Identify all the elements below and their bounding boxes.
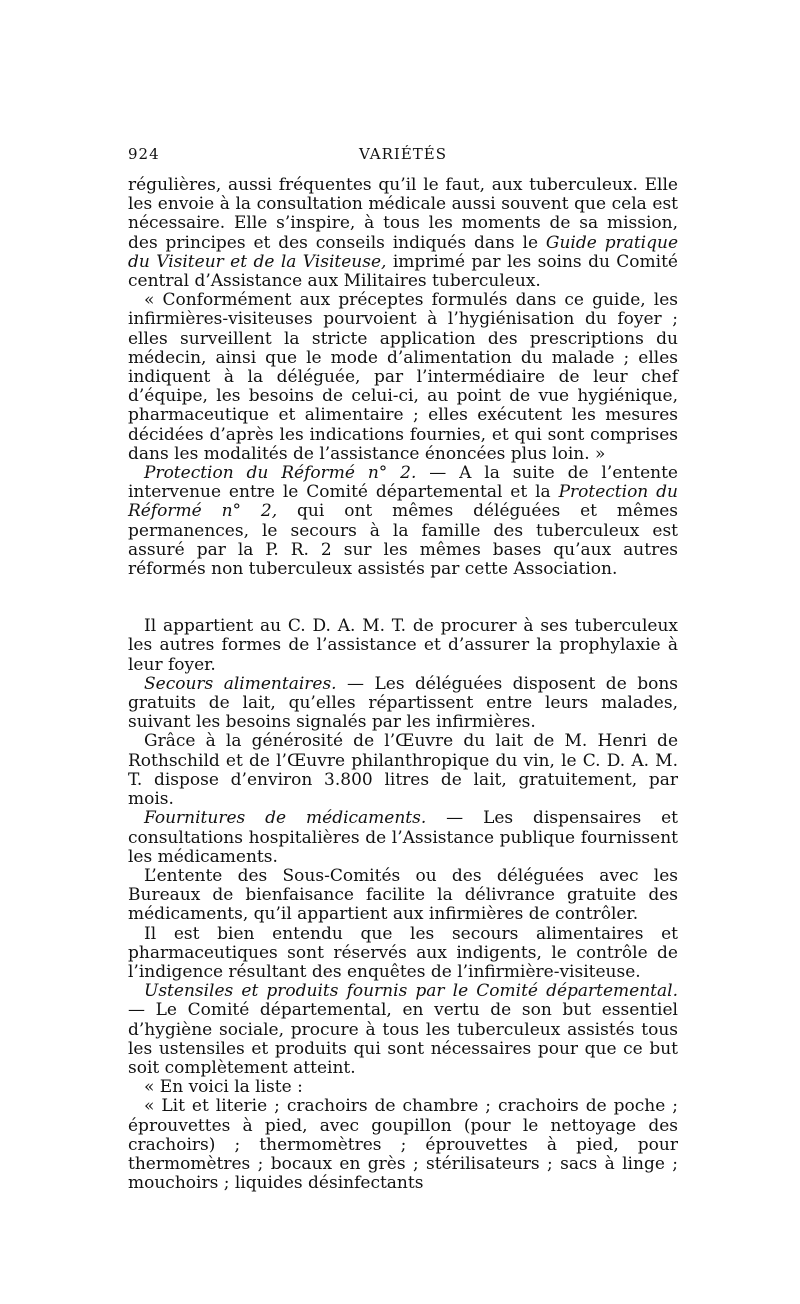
paragraph: Grâce à la générosité de l’Œuvre du lait de M. Henri de Rothschild et de l’Œuvre philanthropique du vin, le C. D. A. M. T. dispose d’environ 3.800 litres de lait, gratuitement, par mois. (128, 731, 678, 810)
section-heading: Ustensiles et produits fournis par le Comité départemental. (144, 981, 678, 1002)
paragraph-text: régulières, aussi fréquentes qu’il le faut, aux tuberculeux. Elle les envoie à la consultation médicale aussi souvent que cela est nécessaire. Elle s’inspire, à tous les moments de sa mission, des principes et des conseils indiqués dans le (128, 175, 678, 253)
section-heading: Protection du Réformé n° 2. (144, 463, 417, 484)
paragraph-text: — A la suite de l’entente intervenue entre le Comité départemental et la (128, 463, 678, 503)
paragraph: L’entente des Sous-Comités ou des déléguées avec les Bureaux de bienfaisance facilite la délivrance gratuite des médicaments, qu’il appartient aux infirmières de contrôler. (128, 865, 678, 925)
section-heading: Secours alimentaires. (144, 673, 337, 694)
paragraph-text: imprimé par les soins du Comité central d’Assistance aux Militaires tuberculeux. (128, 251, 678, 292)
paragraph (128, 809, 678, 867)
running-title: VARIÉTÉS (358, 145, 448, 163)
page-body (128, 176, 678, 1193)
paragraph: « En voici la liste : (144, 1077, 303, 1098)
paragraph (128, 675, 678, 733)
running-header (128, 145, 678, 167)
page-number: 924 (128, 145, 160, 163)
paragraph-text: — Les dispensaires et consultations hospitalières de l’Assistance publique fournissent les médicaments. (128, 808, 678, 867)
paragraph (128, 176, 678, 291)
paragraph (128, 464, 678, 579)
section-heading: Fournitures de médicaments. (144, 808, 427, 829)
paragraph-text: — Les déléguées disposent de bons gratuits de lait, qu’elles répartissent entre leurs malades, suivant les besoins signalés par les infirmières. (128, 673, 679, 733)
paragraph: « Conformément aux préceptes formulés dans ce guide, les infirmières-visiteuses pourvoient à l’hygiénisation du foyer ; elles surveillent la stricte application des prescriptions du médecin, ainsi que le mode d’alimentation du malade ; elles indiquent à la déléguée, par l’intermédiaire de leur chef d’équipe, les besoins de celui-ci, au point de vue hygiénique, pharmaceutique et alimentaire ; elles exécutent les mesures décidées d’après les indications fournies, et qui sont comprises dans les modalités de l’assistance énoncées plus loin. » (128, 290, 678, 464)
paragraph-text: — Le Comité départemental, en vertu de son but essentiel d’hygiène sociale, procure à tous les tuberculeux assistés tous les ustensiles et produits qui sont nécessaires pour que ce but soit complètement atteint. (128, 1000, 678, 1078)
paragraph (128, 982, 678, 1078)
guide-title: Guide pratique du Visiteur et de la Visiteuse, (128, 232, 679, 272)
paragraph-text: qui ont mêmes déléguées et mêmes permanences, le secours à la famille des tuberculeux est assuré par la P. R. 2 sur les mêmes bases qu’aux autres réformés non tuberculeux assistés par cette Association. (128, 501, 678, 580)
organization-name: Protection du Réformé n° 2, (128, 482, 678, 522)
paragraph: « Lit et literie ; crachoirs de chambre ; crachoirs de poche ; éprouvettes à pied, avec goupillon (pour le nettoyage des crachoirs) ; thermomètres ; éprouvettes à pied, pour thermomètres ; bocaux en grès ; stérilisateurs ; sacs à linge ; mouchoirs ; liquides désinfectants (128, 1096, 678, 1194)
paragraph: Il est bien entendu que les secours alimentaires et pharmaceutiques sont réservés aux indigents, le contrôle de l’indigence résultant des enquêtes de l’infirmière-visiteuse. (128, 923, 678, 982)
section-break (128, 579, 678, 617)
paragraph: Il appartient au C. D. A. M. T. de procurer à ses tuberculeux les autres formes de l’assistance et d’assurer la prophylaxie à leur foyer. (128, 616, 678, 675)
